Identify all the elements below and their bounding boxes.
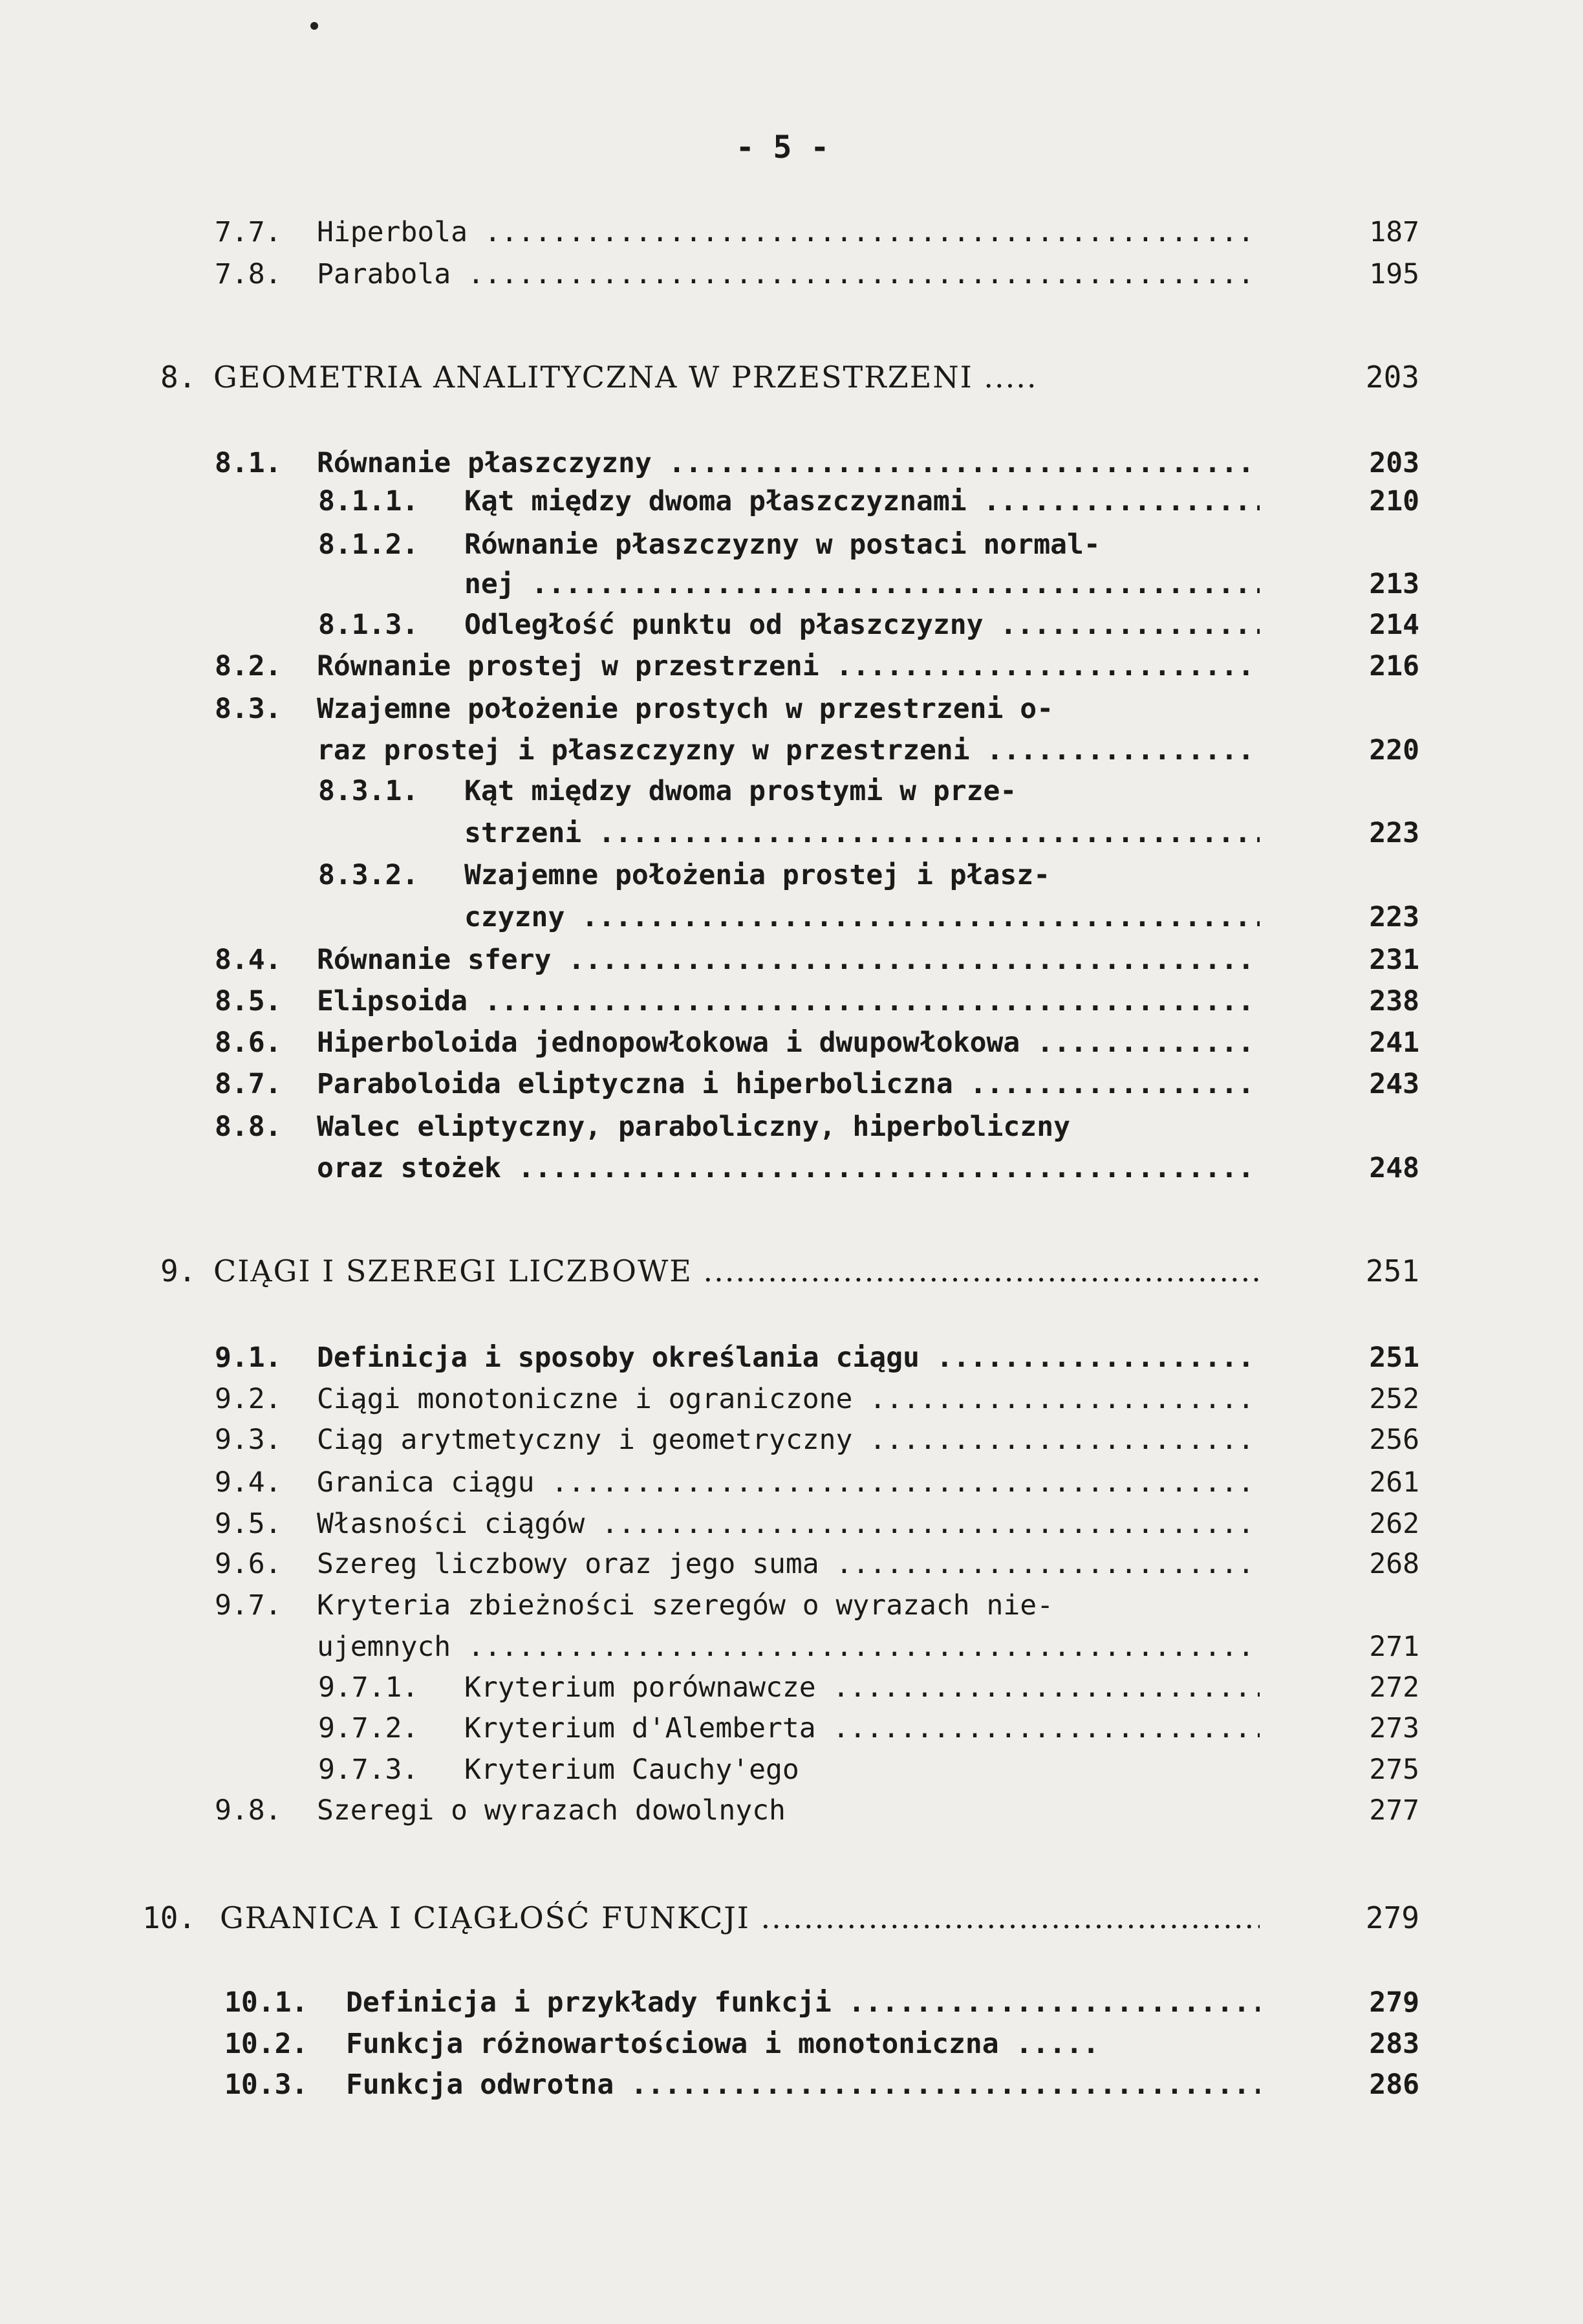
entry-number: 8. [160,360,197,395]
entry-title: GRANICA I CIĄGŁOŚĆ FUNKCJI ..... [220,1901,1260,1935]
toc-entry [0,2068,1583,2101]
entry-title: Definicja i przykłady funkcji ..... [346,1986,1260,2019]
entry-page: 252 [1369,1383,1419,1415]
entry-title: oraz stożek ..... [317,1151,1260,1185]
entry-page: 220 [1369,734,1419,766]
toc-entry [0,257,1583,291]
toc-entry [0,816,1583,850]
toc-entry [0,984,1583,1018]
entry-number: 9. [160,1254,197,1288]
toc-entry [0,567,1583,601]
entry-page: 277 [1369,1794,1419,1827]
entry-number: 9.2. [215,1383,282,1415]
entry-number: 10.2. [224,2028,308,2060]
entry-number: 8.8. [215,1111,282,1143]
entry-page: 272 [1369,1671,1419,1704]
toc-entry [0,1753,1583,1786]
entry-number: 8.4. [215,944,282,976]
toc-entry [0,608,1583,642]
toc-entry [0,1151,1583,1185]
entry-number: 10.1. [224,1986,308,2019]
toc-entry [0,900,1583,934]
entry-number: 9.1. [215,1341,282,1374]
toc-entry [0,1423,1583,1457]
entry-number: 9.6. [215,1548,282,1580]
entry-number: 10.3. [224,2069,308,2101]
entry-title: Ciągi monotoniczne i ograniczone ..... [317,1382,1260,1416]
entry-number: 9.5. [215,1508,282,1540]
entry-title: Równanie prostej w przestrzeni ..... [317,649,1260,683]
entry-page: 268 [1369,1548,1419,1580]
ink-speck [310,22,318,30]
entry-page: 273 [1369,1712,1419,1744]
entry-page: 283 [1369,2028,1419,2060]
entry-title: Kryterium porównawcze ..... [464,1671,1260,1704]
chapter-heading [0,1901,1583,1935]
entry-title: GEOMETRIA ANALITYCZNA W PRZESTRZENI ..... [213,360,1038,394]
entry-page: 279 [1369,1986,1419,2019]
entry-title: Kąt między dwoma prostymi w prze- [464,775,1017,807]
entry-title: Odległość punktu od płaszczyzny ..... [464,608,1260,642]
entry-page: 262 [1369,1508,1419,1540]
entry-page: 286 [1369,2069,1419,2101]
entry-title: strzeni ..... [464,816,1260,850]
entry-title: Granica ciągu ..... [317,1466,1260,1499]
entry-page: 248 [1369,1152,1419,1184]
entry-title: Ciąg arytmetyczny i geometryczny ..... [317,1423,1260,1457]
entry-title: Równanie płaszczyzny w postaci normal- [464,528,1101,561]
entry-page: 216 [1369,650,1419,682]
entry-number: 7.8. [215,258,282,290]
entry-page: 195 [1369,258,1419,290]
entry-page: 203 [1369,447,1419,479]
entry-page: 213 [1369,568,1419,600]
entry-page: 231 [1369,944,1419,976]
toc-entry [0,2027,1583,2061]
entry-number: 10. [142,1900,197,1935]
entry-title: Kryterium d'Alemberta ..... [464,1711,1260,1745]
entry-title: Walec eliptyczny, paraboliczny, hiperboliczny [317,1111,1070,1143]
entry-number: 9.7. [215,1589,282,1622]
entry-title: nej ..... [464,567,1260,601]
entry-title: Szeregi o wyrazach dowolnych [317,1794,786,1827]
entry-title: raz prostej i płaszczyzny w przestrzeni ..... [317,733,1260,767]
entry-number: 9.3. [215,1424,282,1456]
entry-number: 8.7. [215,1068,282,1100]
entry-title: Wzajemne położenia prostej i płasz- [464,859,1051,891]
entry-page: 238 [1369,985,1419,1017]
entry-number: 8.5. [215,985,282,1017]
entry-title: Kryterium Cauchy'ego [464,1754,799,1786]
entry-title: Kryteria zbieżności szeregów o wyrazach nie- [317,1589,1054,1622]
entry-page: 243 [1369,1068,1419,1100]
entry-number: 9.4. [215,1466,282,1499]
entry-number: 9.8. [215,1794,282,1827]
toc-entry [0,1671,1583,1704]
toc-entry [0,649,1583,683]
toc-entry [0,1547,1583,1581]
toc-entry [0,774,1583,808]
toc-entry [0,1507,1583,1541]
entry-title: Wzajemne położenie prostych w przestrzeni o- [317,693,1054,725]
entry-number: 8.3. [215,693,282,725]
toc-entry [0,733,1583,767]
entry-page: 223 [1369,817,1419,849]
entry-number: 8.2. [215,650,282,682]
toc-entry [0,1986,1583,2019]
toc-entry [0,1630,1583,1664]
entry-page: 210 [1369,485,1419,517]
chapter-heading [0,1254,1583,1288]
entry-title: Definicja i sposoby określania ciągu ..... [317,1341,1260,1374]
entry-title: Elipsoida ..... [317,984,1260,1018]
entry-title: czyzny ..... [464,900,1260,934]
entry-number: 9.7.1. [318,1671,419,1704]
entry-page: 251 [1369,1341,1419,1374]
entry-title: Parabola ..... [317,257,1260,291]
toc-entry [0,1794,1583,1827]
toc-entry [0,858,1583,892]
entry-title: Funkcja odwrotna ..... [346,2068,1260,2101]
toc-entry [0,1026,1583,1059]
entry-number: 9.7.2. [318,1712,419,1744]
entry-page: 279 [1365,1900,1419,1935]
entry-number: 8.1.1. [318,485,419,517]
entry-number: 8.3.2. [318,859,419,891]
entry-number: 7.7. [215,216,282,248]
toc-entry [0,446,1583,480]
entry-title: Kąt między dwoma płaszczyznami ..... [464,484,1260,518]
entry-title: CIĄGI I SZEREGI LICZBOWE ..... [213,1254,1260,1288]
entry-title: Funkcja różnowartościowa i monotoniczna ..... [346,2028,1099,2060]
chapter-heading [0,360,1583,394]
toc-entry [0,1466,1583,1499]
toc-entry [0,1067,1583,1101]
entry-title: Hiperboloida jednopowłokowa i dwupowłokowa ..... [317,1026,1260,1059]
entry-title: Własności ciągów ..... [317,1507,1260,1541]
entry-page: 261 [1369,1466,1419,1499]
entry-page: 187 [1369,216,1419,248]
entry-page: 256 [1369,1424,1419,1456]
entry-title: Równanie sfery ..... [317,943,1260,977]
entry-number: 8.1.2. [318,528,419,561]
entry-title: Paraboloida eliptyczna i hiperboliczna ..... [317,1067,1260,1101]
toc-entry [0,1110,1583,1144]
entry-page: 271 [1369,1631,1419,1663]
entry-number: 9.7.3. [318,1754,419,1786]
toc-entry [0,215,1583,249]
entry-title: ujemnych ..... [317,1630,1260,1664]
entry-number: 8.3.1. [318,775,419,807]
toc-entry [0,1589,1583,1622]
toc-entry [0,692,1583,726]
entry-number: 8.1.3. [318,609,419,641]
toc-entry [0,1382,1583,1416]
toc-entry [0,528,1583,561]
entry-number: 8.6. [215,1026,282,1059]
entry-page: 241 [1369,1026,1419,1059]
entry-page: 203 [1365,360,1419,395]
page-number: - 5 - [735,129,830,166]
entry-page: 223 [1369,901,1419,933]
entry-title: Hiperbola ..... [317,215,1260,249]
entry-title: Równanie płaszczyzny ..... [317,446,1260,480]
toc-entry [0,1341,1583,1374]
entry-number: 8.1. [215,447,282,479]
entry-page: 251 [1365,1254,1419,1288]
entry-page: 214 [1369,609,1419,641]
entry-page: 275 [1369,1754,1419,1786]
toc-entry [0,943,1583,977]
toc-entry [0,484,1583,518]
toc-entry [0,1711,1583,1745]
entry-title: Szereg liczbowy oraz jego suma ..... [317,1547,1260,1581]
